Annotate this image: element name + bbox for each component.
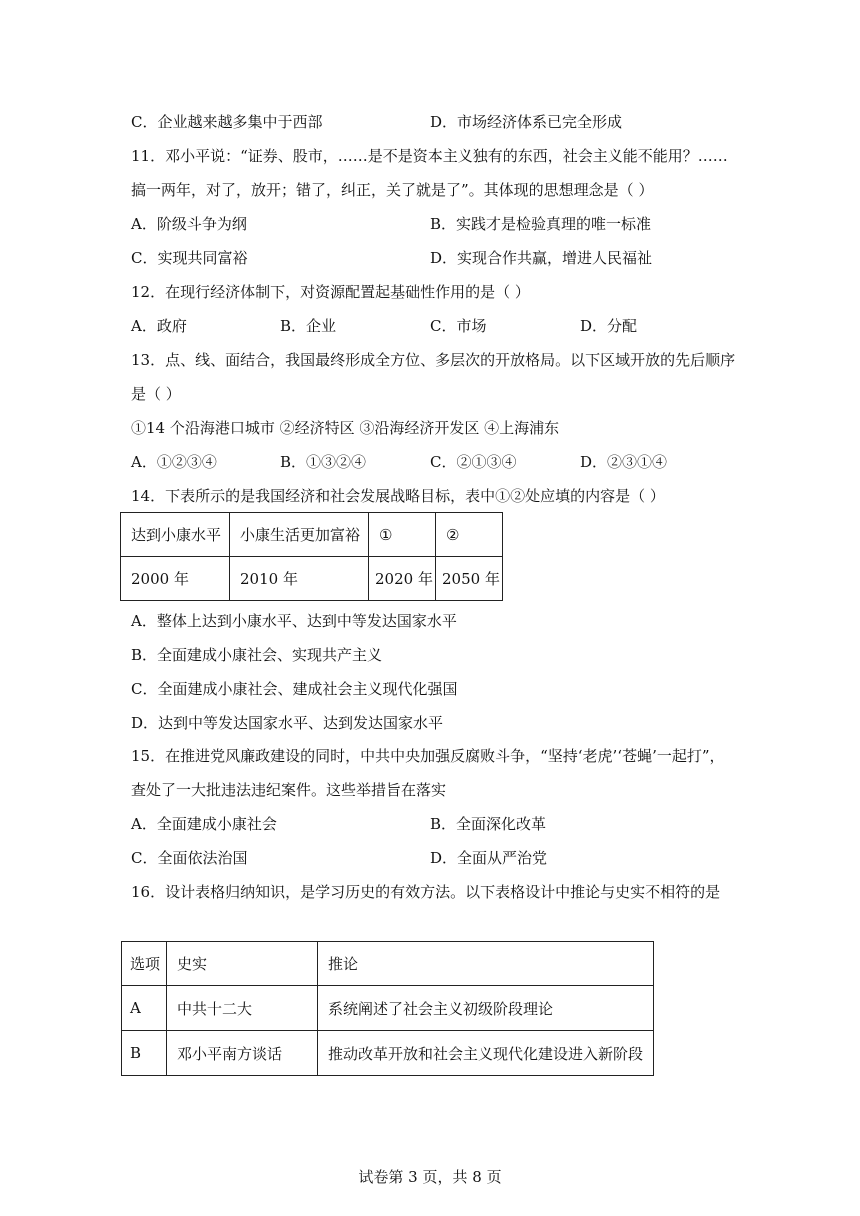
q15-option-d: D．全面从严治党 bbox=[430, 849, 548, 867]
table-header-cell: 推论 bbox=[318, 942, 654, 986]
q13-option-c: C．②①③④ bbox=[430, 453, 517, 471]
table-cell: 2010 年 bbox=[230, 557, 369, 601]
q11-stem-line2: 搞一两年，对了，放开；错了，纠正，关了就是了”。其体现的思想理念是（ ） bbox=[131, 181, 654, 199]
table-cell: 达到小康水平 bbox=[121, 513, 230, 557]
q12-stem: 12．在现行经济体制下，对资源配置起基础性作用的是（ ） bbox=[131, 283, 530, 301]
q15-option-b: B．全面深化改革 bbox=[430, 815, 547, 833]
table-cell: 系统阐述了社会主义初级阶段理论 bbox=[318, 986, 654, 1031]
table-row bbox=[122, 942, 654, 986]
q12-option-d: D．分配 bbox=[580, 317, 638, 335]
q15-stem-line1: 15．在推进党风廉政建设的同时，中共中央加强反腐败斗争，“坚持‘老虎’‘苍蝇’一起打”， bbox=[131, 747, 725, 765]
table-cell: A bbox=[122, 986, 167, 1031]
table-cell: 2000 年 bbox=[121, 557, 230, 601]
table-header-cell: 史实 bbox=[167, 942, 318, 986]
q10-option-d: D．市场经济体系已完全形成 bbox=[430, 113, 623, 131]
q10-option-c: C．企业越来越多集中于西部 bbox=[131, 113, 323, 131]
table-cell: 中共十二大 bbox=[167, 986, 318, 1031]
q15-option-a: A．全面建成小康社会 bbox=[131, 815, 277, 833]
q11-stem-line1: 11．邓小平说：“证券、股市，……是不是资本主义独有的东西，社会主义能不能用？…… bbox=[131, 147, 728, 165]
table-row bbox=[121, 557, 503, 601]
q13-option-a: A．①②③④ bbox=[131, 453, 217, 471]
q13-option-d: D．②③①④ bbox=[580, 453, 668, 471]
q15-stem-line2: 查处了一大批违法违纪案件。这些举措旨在落实 bbox=[131, 781, 447, 799]
q15-option-c: C．全面依法治国 bbox=[131, 849, 248, 867]
q14-option-c: C．全面建成小康社会、建成社会主义现代化强国 bbox=[131, 680, 458, 698]
table-cell: 2050 年 bbox=[436, 557, 503, 601]
q12-option-c: C．市场 bbox=[430, 317, 487, 335]
q11-option-c: C．实现共同富裕 bbox=[131, 249, 248, 267]
page-footer: 试卷第 3 页，共 8 页 bbox=[358, 1168, 502, 1186]
table-cell: 2020 年 bbox=[369, 557, 436, 601]
q11-option-d: D．实现合作共赢，增进人民福祉 bbox=[430, 249, 653, 267]
table-row bbox=[121, 513, 503, 557]
q16-stem: 16．设计表格归纳知识，是学习历史的有效方法。以下表格设计中推论与史实不相符的是 bbox=[131, 883, 721, 901]
q14-option-d: D．达到中等发达国家水平、达到发达国家水平 bbox=[131, 714, 444, 732]
q16-table bbox=[121, 941, 654, 1076]
q12-option-a: A．政府 bbox=[131, 317, 187, 335]
q13-stem-line1: 13．点、线、面结合，我国最终形成全方位、多层次的开放格局。以下区域开放的先后顺序 bbox=[131, 351, 736, 369]
q11-option-b: B．实践才是检验真理的唯一标准 bbox=[430, 215, 652, 233]
q14-option-a: A．整体上达到小康水平、达到中等发达国家水平 bbox=[131, 612, 457, 630]
table-row bbox=[122, 986, 654, 1031]
table-cell: 邓小平南方谈话 bbox=[167, 1031, 318, 1076]
table-cell: 小康生活更加富裕 bbox=[230, 513, 369, 557]
table-cell: ② bbox=[436, 513, 503, 557]
q11-option-a: A．阶级斗争为纲 bbox=[131, 215, 247, 233]
q13-stem-line2: 是（ ） bbox=[131, 385, 181, 403]
q13-option-b: B．①③②④ bbox=[280, 453, 367, 471]
table-header-cell: 选项 bbox=[122, 942, 167, 986]
q14-table bbox=[120, 512, 503, 601]
table-cell: 推动改革开放和社会主义现代化建设进入新阶段 bbox=[318, 1031, 654, 1076]
q12-option-b: B．企业 bbox=[280, 317, 337, 335]
q13-items: ①14 个沿海港口城市 ②经济特区 ③沿海经济开发区 ④上海浦东 bbox=[131, 419, 560, 437]
q14-stem: 14．下表所示的是我国经济和社会发展战略目标，表中①②处应填的内容是（ ） bbox=[131, 487, 665, 505]
table-row bbox=[122, 1031, 654, 1076]
table-cell: ① bbox=[369, 513, 436, 557]
q14-option-b: B．全面建成小康社会、实现共产主义 bbox=[131, 646, 383, 664]
table-cell: B bbox=[122, 1031, 167, 1076]
